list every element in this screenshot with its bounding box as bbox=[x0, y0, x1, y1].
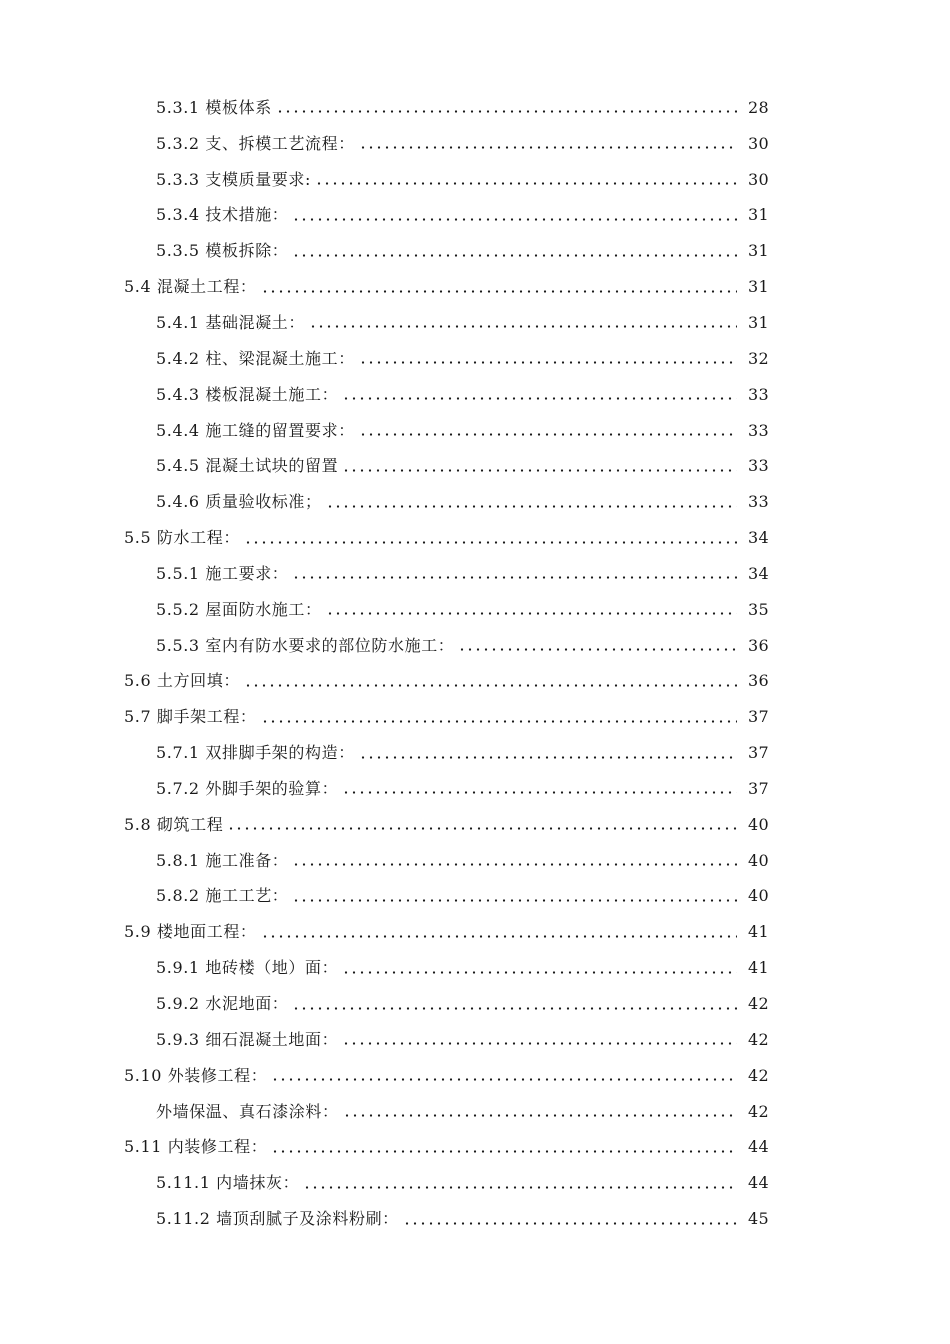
toc-page-number: 30 bbox=[748, 133, 769, 153]
toc-dot-leader bbox=[276, 110, 737, 113]
toc-entry[interactable] bbox=[0, 843, 950, 879]
toc-entry-title: 5.4.3 楼板混凝土施工： bbox=[156, 384, 339, 404]
toc-entry-title: 5.4.2 柱、梁混凝土施工： bbox=[156, 348, 355, 368]
toc-entry-title: 5.3.4 技术措施： bbox=[156, 205, 289, 225]
toc-entry-title: 5.3.1 模板体系 bbox=[156, 97, 272, 117]
toc-entry-title: 5.6 土方回填： bbox=[124, 671, 240, 691]
toc-page-number: 31 bbox=[748, 312, 769, 332]
toc-entry-title: 5.5 防水工程： bbox=[124, 528, 240, 548]
toc-page-number: 30 bbox=[748, 169, 769, 189]
toc-dot-leader bbox=[359, 433, 737, 436]
toc-entry[interactable] bbox=[0, 233, 950, 269]
toc-entry[interactable] bbox=[0, 484, 950, 520]
toc-dot-leader bbox=[326, 612, 737, 615]
toc-dot-leader bbox=[359, 146, 737, 149]
toc-entry[interactable] bbox=[0, 269, 950, 305]
toc-dot-leader bbox=[292, 218, 737, 221]
toc-dot-leader bbox=[343, 1114, 737, 1117]
toc-dot-leader bbox=[403, 1222, 737, 1225]
toc-entry[interactable] bbox=[0, 1129, 950, 1165]
toc-entry-title: 5.5.3 室内有防水要求的部位防水施工： bbox=[156, 635, 455, 655]
toc-entry[interactable] bbox=[0, 950, 950, 986]
toc-entry[interactable] bbox=[0, 771, 950, 807]
table-of-contents bbox=[0, 90, 950, 1237]
toc-page-number: 44 bbox=[748, 1137, 769, 1157]
toc-dot-leader bbox=[342, 469, 737, 472]
toc-entry[interactable] bbox=[0, 1165, 950, 1201]
toc-entry-title: 5.8 砌筑工程 bbox=[124, 814, 224, 834]
toc-dot-leader bbox=[261, 935, 737, 938]
toc-dot-leader bbox=[326, 505, 737, 508]
toc-entry[interactable] bbox=[0, 807, 950, 843]
toc-page-number: 31 bbox=[748, 277, 769, 297]
toc-entry[interactable] bbox=[0, 341, 950, 377]
toc-page-number: 33 bbox=[748, 384, 769, 404]
toc-page-number: 34 bbox=[748, 563, 769, 583]
toc-entry[interactable] bbox=[0, 914, 950, 950]
toc-page-number: 33 bbox=[748, 420, 769, 440]
toc-dot-leader bbox=[292, 1007, 737, 1010]
toc-entry-title: 5.8.2 施工工艺： bbox=[156, 886, 289, 906]
toc-dot-leader bbox=[271, 1078, 737, 1081]
toc-dot-leader bbox=[359, 756, 737, 759]
toc-entry-title: 5.9.1 地砖楼（地）面： bbox=[156, 958, 339, 978]
toc-entry[interactable] bbox=[0, 1058, 950, 1094]
toc-dot-leader bbox=[271, 1150, 737, 1153]
toc-page-number: 44 bbox=[748, 1173, 769, 1193]
toc-page-number: 37 bbox=[748, 707, 769, 727]
toc-page-number: 32 bbox=[748, 348, 769, 368]
toc-entry-title: 5.4.4 施工缝的留置要求： bbox=[156, 420, 355, 440]
toc-entry-title: 5.3.2 支、拆模工艺流程： bbox=[156, 133, 355, 153]
toc-page-number: 41 bbox=[748, 958, 769, 978]
toc-page-number: 28 bbox=[748, 97, 769, 117]
toc-dot-leader bbox=[227, 827, 737, 830]
toc-page-number: 40 bbox=[748, 814, 769, 834]
toc-dot-leader bbox=[315, 182, 737, 185]
toc-dot-leader bbox=[292, 576, 737, 579]
toc-page-number: 42 bbox=[748, 1101, 769, 1121]
toc-entry-title: 5.5.2 屋面防水施工： bbox=[156, 599, 322, 619]
toc-entry[interactable] bbox=[0, 198, 950, 234]
toc-page-number: 31 bbox=[748, 205, 769, 225]
toc-dot-leader bbox=[292, 899, 737, 902]
toc-dot-leader bbox=[244, 684, 737, 687]
toc-page-number: 40 bbox=[748, 886, 769, 906]
toc-entry[interactable] bbox=[0, 413, 950, 449]
toc-entry-title: 5.4.6 质量验收标准； bbox=[156, 492, 322, 512]
toc-entry[interactable] bbox=[0, 1201, 950, 1237]
toc-entry-title: 5.3.3 支模质量要求: bbox=[156, 169, 311, 189]
toc-entry-title: 5.11.1 内墙抹灰： bbox=[156, 1173, 300, 1193]
toc-dot-leader bbox=[309, 325, 737, 328]
toc-page-number: 35 bbox=[748, 599, 769, 619]
toc-entry[interactable] bbox=[0, 377, 950, 413]
toc-entry-title: 5.9 楼地面工程： bbox=[124, 922, 257, 942]
toc-page-number: 41 bbox=[748, 922, 769, 942]
toc-page-number: 37 bbox=[748, 743, 769, 763]
toc-entry-title: 5.4.1 基础混凝土： bbox=[156, 312, 305, 332]
toc-entry[interactable] bbox=[0, 879, 950, 915]
toc-entry[interactable] bbox=[0, 735, 950, 771]
toc-page-number: 33 bbox=[748, 456, 769, 476]
toc-entry[interactable] bbox=[0, 305, 950, 341]
toc-page-number: 42 bbox=[748, 1065, 769, 1085]
toc-page-number: 36 bbox=[748, 635, 769, 655]
toc-dot-leader bbox=[292, 254, 737, 257]
toc-entry[interactable] bbox=[0, 448, 950, 484]
toc-dot-leader bbox=[342, 971, 737, 974]
toc-dot-leader bbox=[458, 648, 737, 651]
toc-dot-leader bbox=[261, 720, 737, 723]
toc-entry[interactable] bbox=[0, 1094, 950, 1130]
toc-dot-leader bbox=[342, 791, 737, 794]
toc-entry-title: 5.10 外装修工程： bbox=[124, 1065, 268, 1085]
toc-entry[interactable] bbox=[0, 699, 950, 735]
toc-dot-leader bbox=[292, 863, 737, 866]
toc-entry-title: 5.9.2 水泥地面： bbox=[156, 994, 289, 1014]
toc-page-number: 42 bbox=[748, 1029, 769, 1049]
toc-dot-leader bbox=[342, 397, 737, 400]
toc-entry-title: 5.4 混凝土工程： bbox=[124, 277, 257, 297]
toc-entry[interactable] bbox=[0, 592, 950, 628]
toc-entry-title: 5.11.2 墙顶刮腻子及涂料粉刷： bbox=[156, 1209, 399, 1229]
toc-page-number: 40 bbox=[748, 850, 769, 870]
toc-entry-title: 5.5.1 施工要求： bbox=[156, 563, 289, 583]
toc-entry-title: 5.3.5 模板拆除： bbox=[156, 241, 289, 261]
toc-entry-title: 外墙保温、真石漆涂料： bbox=[156, 1101, 339, 1121]
toc-entry[interactable] bbox=[0, 162, 950, 198]
toc-dot-leader bbox=[359, 361, 737, 364]
toc-page-number: 34 bbox=[748, 528, 769, 548]
toc-dot-leader bbox=[342, 1042, 737, 1045]
toc-dot-leader bbox=[303, 1186, 737, 1189]
toc-page-number: 45 bbox=[748, 1209, 769, 1229]
toc-entry-title: 5.8.1 施工准备： bbox=[156, 850, 289, 870]
toc-page-number: 42 bbox=[748, 994, 769, 1014]
toc-entry-title: 5.9.3 细石混凝土地面： bbox=[156, 1029, 339, 1049]
toc-entry-title: 5.7.2 外脚手架的验算： bbox=[156, 778, 339, 798]
toc-page-number: 33 bbox=[748, 492, 769, 512]
toc-page-number: 36 bbox=[748, 671, 769, 691]
toc-page-number: 31 bbox=[748, 241, 769, 261]
toc-entry[interactable] bbox=[0, 986, 950, 1022]
toc-entry[interactable] bbox=[0, 520, 950, 556]
toc-entry-title: 5.7 脚手架工程： bbox=[124, 707, 257, 727]
toc-page-number: 37 bbox=[748, 778, 769, 798]
toc-entry[interactable] bbox=[0, 556, 950, 592]
toc-entry[interactable] bbox=[0, 90, 950, 126]
toc-entry-title: 5.7.1 双排脚手架的构造： bbox=[156, 743, 355, 763]
toc-entry[interactable] bbox=[0, 628, 950, 664]
toc-dot-leader bbox=[261, 290, 737, 293]
toc-entry-title: 5.4.5 混凝土试块的留置 bbox=[156, 456, 339, 476]
toc-entry[interactable] bbox=[0, 664, 950, 700]
toc-entry-title: 5.11 内装修工程： bbox=[124, 1137, 268, 1157]
toc-entry[interactable] bbox=[0, 1022, 950, 1058]
toc-entry[interactable] bbox=[0, 126, 950, 162]
toc-dot-leader bbox=[244, 541, 737, 544]
